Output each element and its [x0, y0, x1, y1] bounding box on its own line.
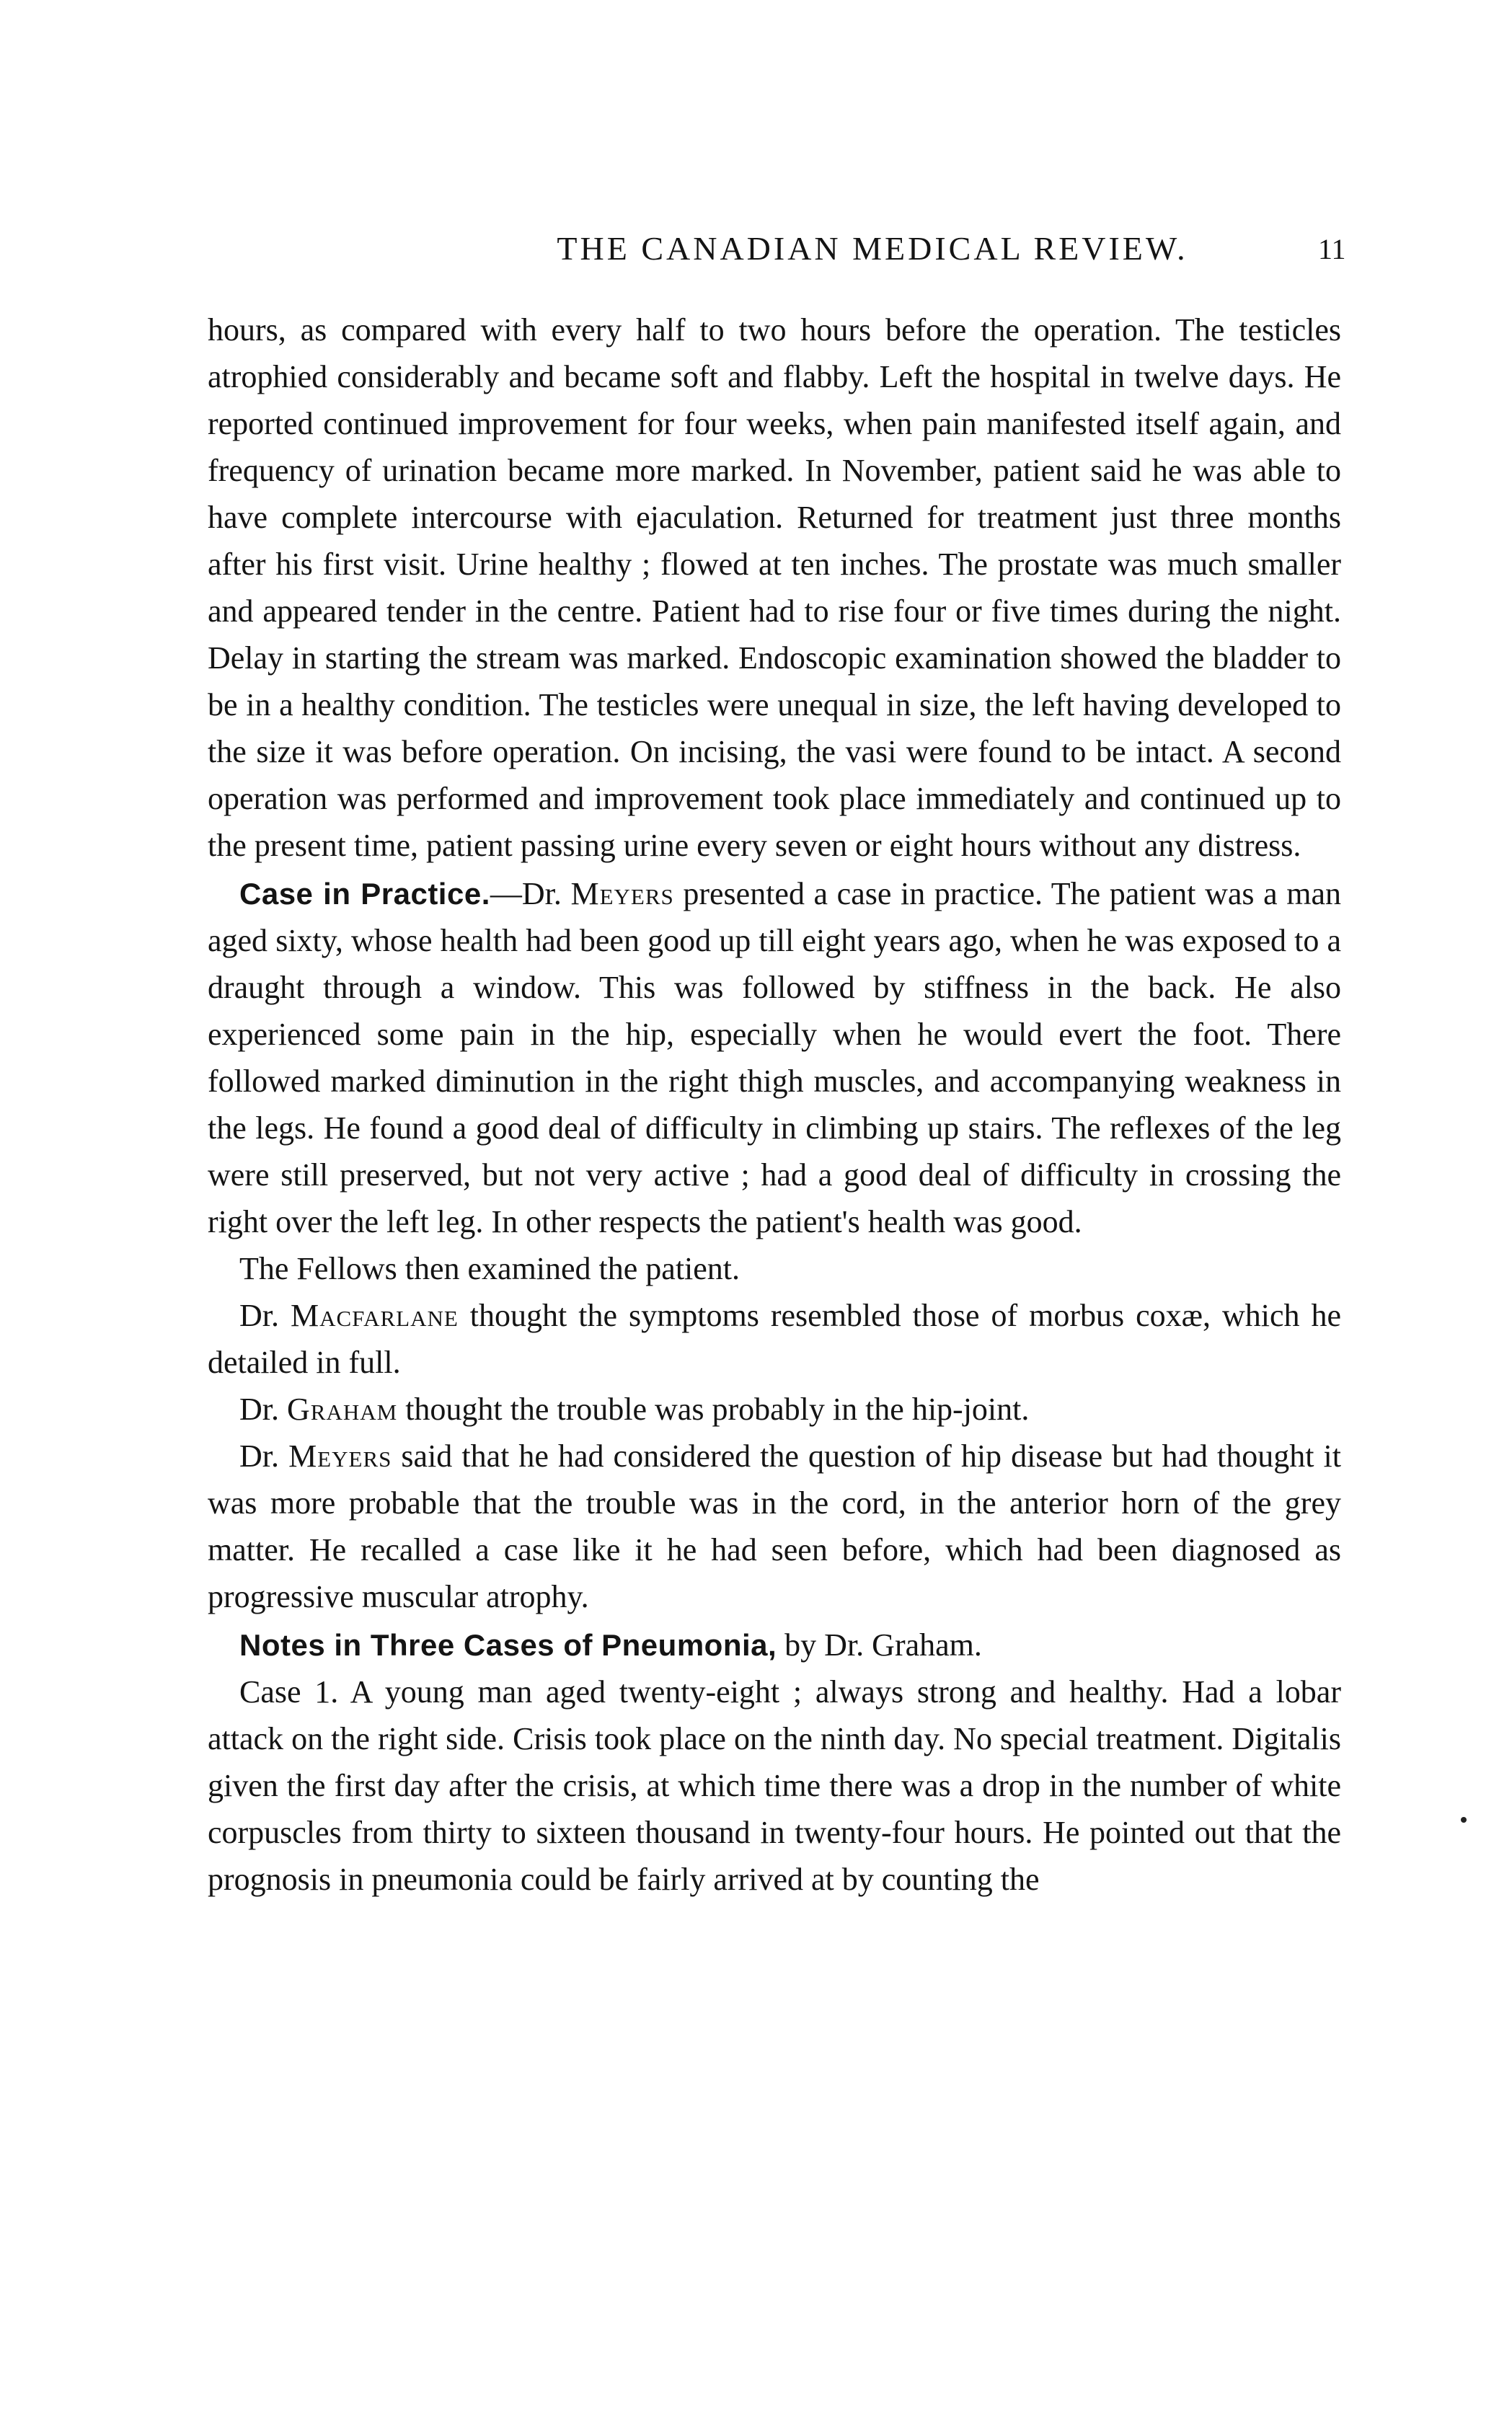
case-dash: —Dr.: [490, 876, 571, 911]
ink-speck: [1461, 1817, 1467, 1823]
person-name-macfarlane: Macfarlane: [290, 1298, 459, 1333]
person-name-meyers-2: Meyers: [288, 1438, 392, 1474]
section-heading-pneumonia: Notes in Three Cases of Pneumonia,: [239, 1628, 777, 1662]
mac-prefix: Dr.: [239, 1298, 291, 1333]
case-text: presented a case in practice. The patient was a man aged sixty, whose health had been good up till eight years ago, when he was exposed to a draught through a window. This was followed by stiffness in the back. He also experienced some pain in the hip, especially when he would evert the foot. There followed marked diminution in the right thigh muscles, and accompanying weakness in the legs. He found a good deal of difficulty in climbing up stairs. The reflexes of the leg were still preserved, but not very active ; had a good deal of difficulty in crossing the right over the left leg. In other respects the patient's health was good.: [208, 876, 1342, 1239]
paragraph-fellows: The Fellows then examined the patient.: [239, 1251, 740, 1286]
section-heading-case-in-practice: Case in Practice.: [239, 877, 490, 911]
paragraph-graham: [208, 1386, 1341, 1433]
paragraph-continuation: hours, as compared with every half to two hours before the operation. The testicles atrophied considerably and became soft and flabby. Left the hospital in twelve days. He reported continued improvement for four weeks, when pain manifested itself again, and frequency of urination became more marked. In November, patient said he was able to have complete intercourse with ejaculation. Returned for treatment just three months after his first visit. Urine healthy ; flowed at ten inches. The prostate was much smaller and appeared tender in the centre. Patient had to rise four or five times during the night. Delay in starting the stream was marked. Endoscopic examination showed the bladder to be in a healthy condition. The testicles were unequal in size, the left having developed to the size it was before operation. On incising, the vasi were found to be intact. A second operation was performed and improvement took place immediately and continued up to the present time, patient passing urine every seven or eight hours without any distress.: [208, 312, 1341, 863]
meyers2-prefix: Dr.: [239, 1438, 289, 1474]
running-title: THE CANADIAN MEDICAL REVIEW.: [557, 230, 1188, 267]
person-name-meyers: Meyers: [570, 876, 674, 911]
body-text: [208, 306, 1341, 1903]
page-number: 11: [1318, 233, 1346, 265]
pneumonia-byline: by Dr. Graham.: [777, 1627, 982, 1663]
graham-text: thought the trouble was probably in the hip-joint.: [397, 1392, 1030, 1427]
person-name-graham: Graham: [287, 1392, 398, 1427]
graham-prefix: Dr.: [239, 1392, 287, 1427]
paragraph-meyers-reply: [208, 1433, 1341, 1620]
paragraph-case-1: Case 1. A young man aged twenty-eight ; always strong and healthy. Had a lobar attack on the right side. Crisis took place on the ninth day. No special treatment. Digitalis given the first day after the crisis, at which time there was a drop in the number of white corpuscles from thirty to sixteen thousand in twenty-four hours. He pointed out that the prognosis in pneumonia could be fairly arrived at by counting the: [208, 1674, 1341, 1897]
paragraph-case-in-practice: [208, 870, 1341, 1245]
mac-text: thought the symptoms resembled those of morbus coxæ, which he detailed in full.: [208, 1298, 1342, 1380]
meyers2-text: said that he had considered the question of hip disease but had thought it was more probable that the trouble was in the cord, in the anterior horn of the grey matter. He recalled a case like it he had seen before, which had been diagnosed as progressive muscular atrophy.: [208, 1438, 1342, 1614]
paragraph-macfarlane: [208, 1292, 1341, 1386]
paragraph-pneumonia-heading: [208, 1622, 1341, 1668]
